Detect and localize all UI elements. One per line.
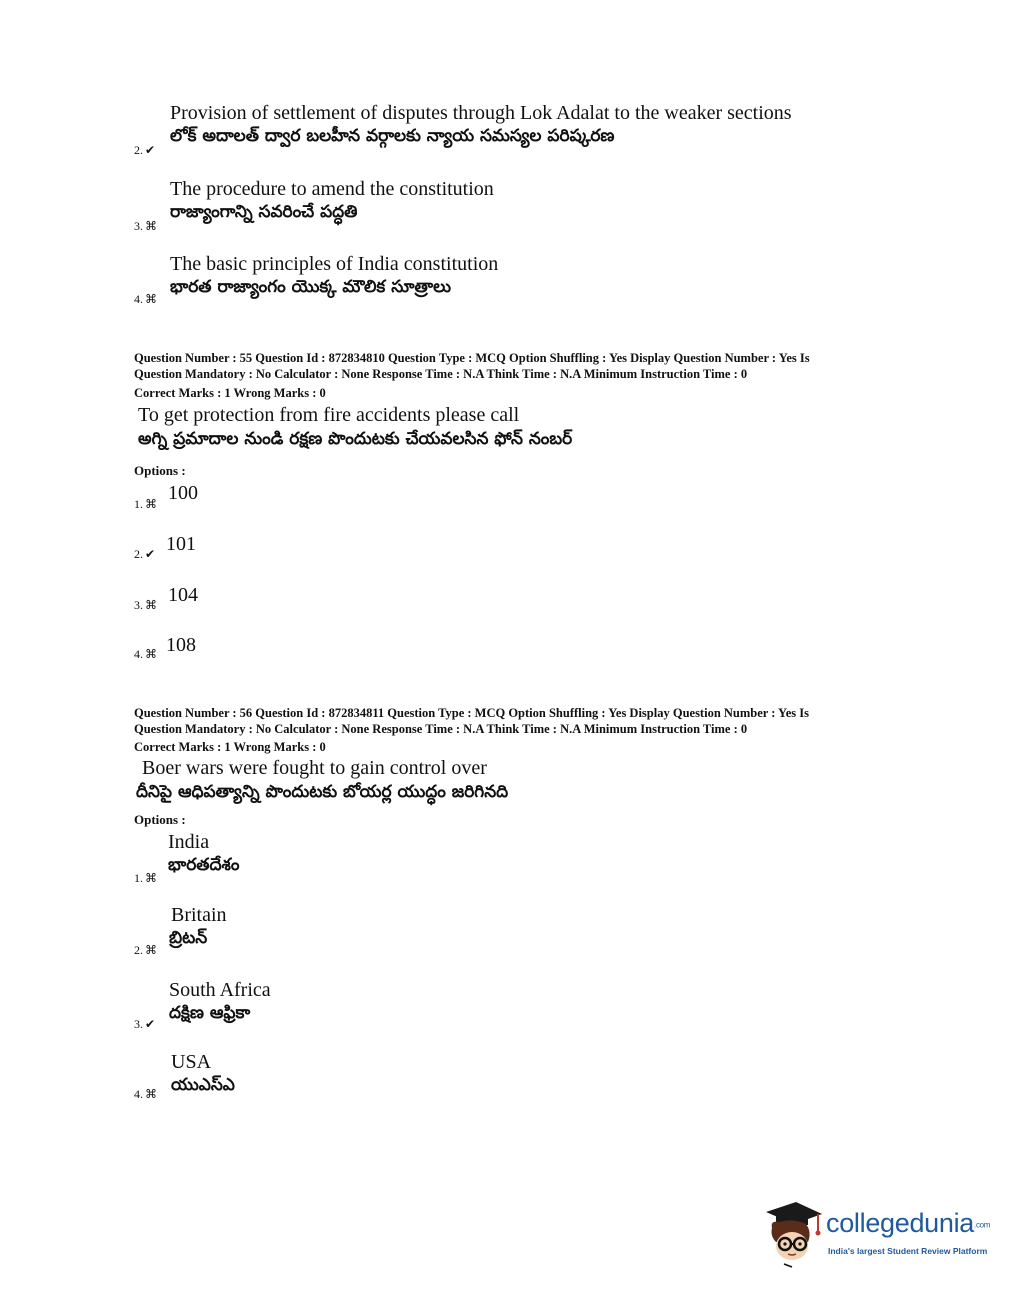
question-meta-line1: Question Number : 56 Question Id : 872834811 Question Type : MCQ Option Shuffling : Yes Display Question Number : Yes Is [134,706,809,720]
option-text-te: రాజ్యాంగాన్ని సవరించే పద్ధతి [170,202,358,222]
option-text: 101 [166,533,196,555]
cross-icon: ⌘ [145,943,157,957]
option-text: 108 [166,634,196,656]
options-label: Options : [134,463,186,478]
option-text-en: South Africa [169,979,271,1001]
cross-icon: ⌘ [145,497,157,511]
cross-icon: ⌘ [145,598,157,612]
option-text-te: లోక్ అదాలత్ ద్వార బలహీన వర్గాలకు న్యాయ సమస్యల పరిష్కరణ [170,126,615,146]
question-marks: Correct Marks : 1 Wrong Marks : 0 [134,740,326,754]
option-text-en: Provision of settlement of disputes through Lok Adalat to the weaker sections [170,102,792,124]
question-marks: Correct Marks : 1 Wrong Marks : 0 [134,386,326,400]
option-number: 3. [134,598,143,612]
logo-tagline: India's largest Student Review Platform [828,1246,988,1256]
option-number: 3. [134,219,143,233]
cross-icon: ⌘ [145,1087,157,1101]
check-icon: ✔ [145,143,156,157]
option-text-en: The procedure to amend the constitution [170,178,494,200]
question-text-te: దీనిపై ఆధిపత్యాన్ని పొందుటకు బోయర్ల యుద్ధం జరిగినది [136,782,509,802]
option-text: 104 [168,584,198,606]
mascot-icon [762,1198,826,1268]
option-text-te: భారతదేశం [168,855,240,875]
options-label: Options : [134,812,186,827]
option-number: 4. [134,292,143,306]
question-meta-line2: Question Mandatory : No Calculator : None Response Time : N.A Think Time : N.A Minimum Instruction Time : 0 [134,367,748,381]
cross-icon: ⌘ [145,647,157,661]
question-meta-line1: Question Number : 55 Question Id : 872834810 Question Type : MCQ Option Shuffling : Yes Display Question Number : Yes Is [134,351,810,365]
option-text-te: యుఎస్ఎ [171,1075,235,1095]
option-number: 2. [134,143,143,157]
option-text-te: దక్షిణ ఆఫ్రికా [169,1003,251,1023]
option-number: 4. [134,647,143,661]
question-text-en: Boer wars were fought to gain control over [142,757,487,779]
option-number: 2. [134,547,143,561]
option-number: 3. [134,1017,143,1031]
option-text-en: The basic principles of India constitution [170,253,499,275]
logo-wordmark: collegedunia [826,1208,975,1238]
option-text-te: బ్రిటన్ [169,928,208,948]
option-number: 2. [134,943,143,957]
option-text-en: Britain [171,904,227,926]
option-number: 4. [134,1087,143,1101]
option-text-en: India [168,831,210,853]
cross-icon: ⌘ [145,871,157,885]
question-meta-line2: Question Mandatory : No Calculator : None Response Time : N.A Think Time : N.A Minimum Instruction Time : 0 [134,722,748,736]
check-icon: ✔ [145,547,156,561]
option-text-te: భారత రాజ్యాంగం యొక్క మౌలిక సూత్రాలు [170,277,452,297]
question-text-en: To get protection from fire accidents please call [138,404,520,426]
cross-icon: ⌘ [145,219,157,233]
check-icon: ✔ [145,1017,156,1031]
option-text: 100 [168,482,198,504]
option-number: 1. [134,497,143,511]
option-number: 1. [134,871,143,885]
collegedunia-logo [762,1198,1002,1270]
question-text-te: అగ్ని ప్రమాదాల నుండి రక్షణ పొందుటకు చేయవలసిన ఫోన్ నంబర్ [138,429,573,449]
option-text-en: USA [171,1051,212,1073]
logo-suffix: .com [974,1220,991,1230]
cross-icon: ⌘ [145,292,157,306]
